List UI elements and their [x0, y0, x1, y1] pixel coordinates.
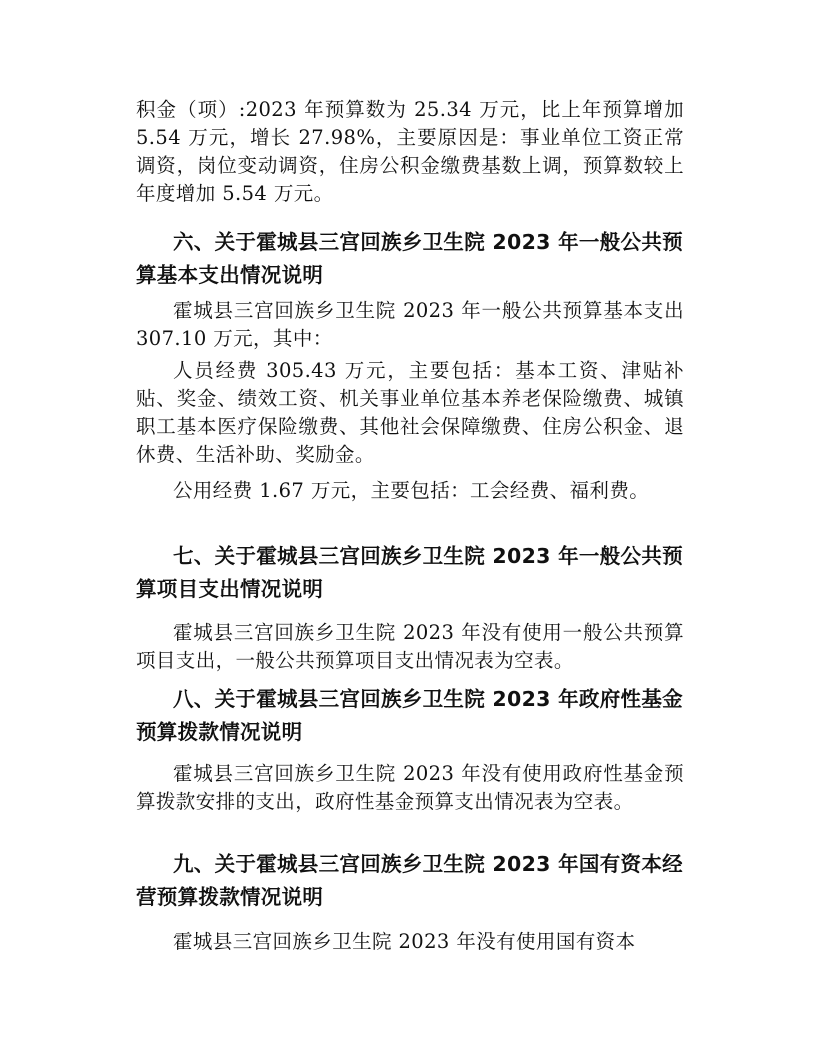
- section-heading-6: 六、关于霍城县三宫回族乡卫生院 2023 年一般公共预算基本支出情况说明: [136, 230, 683, 287]
- paragraph-personnel-expenses: 人员经费 305.43 万元，主要包括：基本工资、津贴补贴、奖金、绩效工资、机关事业单位基本养老保险缴费、城镇职工基本医疗保险缴费、其他社会保障缴费、住房公积金、退休费、生活补助、奖励金。: [136, 359, 684, 466]
- section-heading-8: 八、关于霍城县三宫回族乡卫生院 2023 年政府性基金预算拨款情况说明: [136, 687, 683, 744]
- paragraph-housing-fund: 积金（项）:2023 年预算数为 25.34 万元，比上年预算增加 5.54 万元，增长 27.98%，主要原因是：事业单位工资正常调资，岗位变动调资，住房公积金缴费基数上调，预算数较上年度增加 5.54 万元。: [136, 98, 684, 205]
- paragraph-basic-expenditure: 霍城县三宫回族乡卫生院 2023 年一般公共预算基本支出 307.10 万元，其中：: [136, 299, 684, 350]
- section-heading-7: 七、关于霍城县三宫回族乡卫生院 2023 年一般公共预算项目支出情况说明: [136, 544, 683, 601]
- paragraph-project-expenditure: 霍城县三宫回族乡卫生院 2023 年没有使用一般公共预算项目支出，一般公共预算项目支出情况表为空表。: [136, 621, 684, 672]
- section-heading-9: 九、关于霍城县三宫回族乡卫生院 2023 年国有资本经营预算拨款情况说明: [136, 852, 683, 909]
- paragraph-government-fund: 霍城县三宫回族乡卫生院 2023 年没有使用政府性基金预算拨款安排的支出，政府性基金预算支出情况表为空表。: [136, 762, 684, 813]
- paragraph-public-expenses: 公用经费 1.67 万元，主要包括：工会经费、福利费。: [173, 479, 650, 502]
- paragraph-state-capital: 霍城县三宫回族乡卫生院 2023 年没有使用国有资本: [173, 930, 636, 953]
